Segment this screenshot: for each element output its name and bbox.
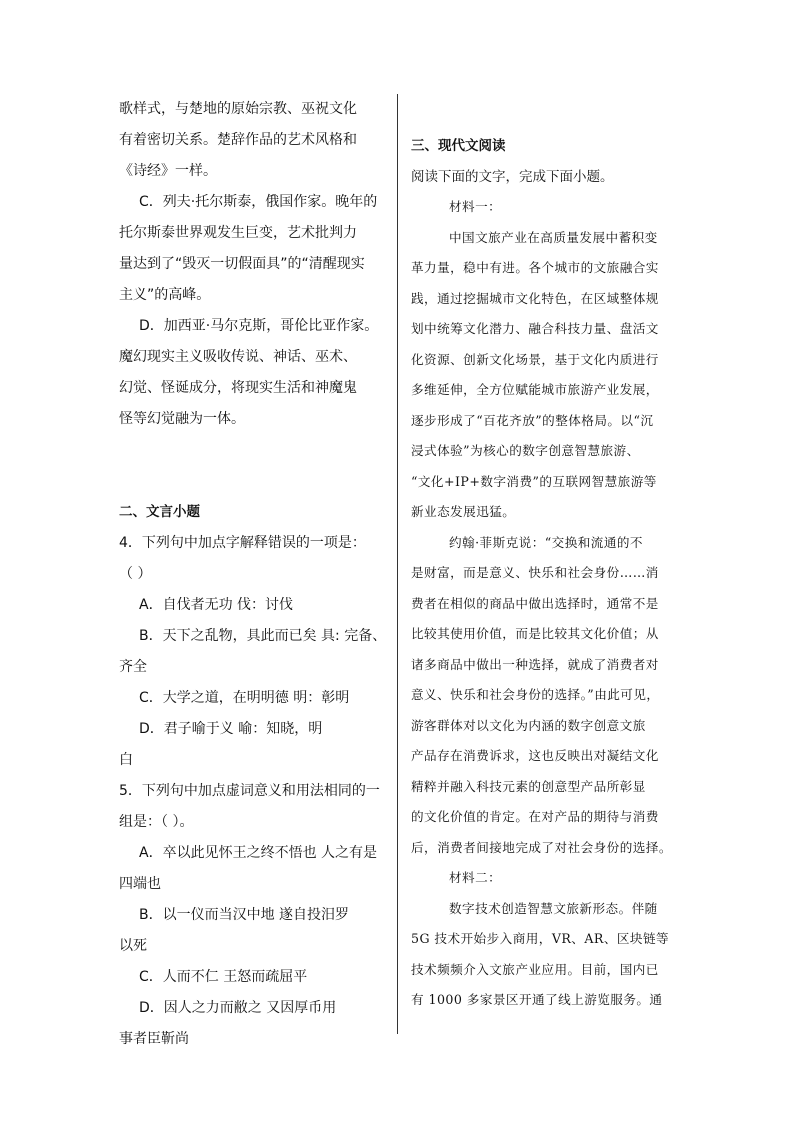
material-2-line: 有 1000 多家景区开通了线上游览服务。通	[411, 992, 663, 1007]
text-line: 幻觉、怪诞成分，将现实生活和神魔鬼	[119, 380, 357, 396]
material-2-line: 数字技术创造智慧文旅新形态。伴随	[449, 900, 658, 916]
q5-option-d: D．因人之力而敝之 又因厚币用	[139, 1000, 337, 1016]
text-line: 有着密切关系。楚辞作品的艺术风格和	[119, 132, 357, 148]
question-5-stem: 5．下列句中加点虚词意义和用法相同的一	[119, 783, 380, 799]
material-1-line: 化资源、创新文化场景，基于文化内质进行	[411, 351, 659, 367]
quote-line: 意义、快乐和社会身份的选择。”由此可见，	[411, 687, 660, 702]
question-5-stem-cont: 组是：（ ）。	[119, 814, 194, 830]
q5-option-c: C．人而不仁 王怒而疏屈平	[139, 969, 308, 985]
quote-line: 游客群体对以文化为内涵的数字创意文旅	[411, 717, 646, 733]
quote-line: 精粹并融入科技元素的创意型产品所彰显	[411, 778, 646, 794]
material-1-line: 多维延伸，全方位赋能城市旅游产业发展，	[411, 382, 659, 397]
material-1-line: “文化+IP+数字消费”的互联网智慧旅游等	[411, 473, 657, 489]
text-line: 托尔斯泰世界观发生巨变，艺术批判力	[119, 225, 357, 241]
material-1-label: 材料一：	[449, 199, 502, 214]
material-2-line: 技术频频介入文旅产业应用。目前，国内已	[411, 961, 659, 977]
material-1-line: 革力量，稳中有进。各个城市的文旅融合实	[411, 260, 659, 275]
text-line: 魔幻现实主义吸收传说、神话、巫术、	[119, 349, 357, 365]
quote-line: 后，消费者间接地完成了对社会身份的选择。	[411, 839, 672, 855]
q5-option-b: B．以一仪而当汉中地 遂自投汨罗	[139, 907, 350, 923]
left-column	[119, 94, 387, 1055]
column-divider	[397, 94, 398, 1034]
q4-option-b: B．天下之乱物，具此而已矣 具: 完备、	[139, 628, 387, 644]
question-4-stem: 4．下列句中加点字解释错误的一项是：	[119, 535, 366, 551]
material-1-line: 浸式体验”为核心的数字创意智慧旅游、	[411, 443, 640, 458]
option-d-writer: D．加西亚·马尔克斯，哥伦比亚作家。	[139, 318, 379, 334]
material-1-line: 逐步形成了“百花齐放”的整体格局。以“沉	[411, 412, 654, 428]
text-line: 量达到了“毁灭一切假面具”的“清醒现实	[119, 256, 365, 272]
q5-option-b-cont: 以死	[119, 938, 147, 954]
q4-option-a: A．自伐者无功 伐：讨伐	[139, 597, 294, 613]
q4-option-d: D．君子喻于义 喻：知晓，明	[139, 721, 323, 737]
text-line: 怪等幻觉融为一体。	[119, 411, 245, 427]
question-4-blank: （ ）	[119, 566, 152, 582]
q5-option-a-cont: 四端也	[119, 876, 161, 892]
material-1-line: 中国文旅产业在高质量发展中蓄积变	[449, 229, 658, 245]
quote-line: 费者在相似的商品中做出选择时，通常不是	[411, 595, 659, 611]
section-title-modern: 三、现代文阅读	[411, 138, 506, 154]
q4-option-c: C．大学之道，在明明德 明：彰明	[139, 690, 350, 706]
quote-line: 约翰·菲斯克说：“交换和流通的不	[449, 534, 643, 550]
quote-line: 的文化价值的肯定。在对产品的期待与消费	[411, 809, 659, 824]
quote-line: 产品存在消费诉求，这也反映出对凝结文化	[411, 748, 659, 763]
right-column	[411, 131, 677, 1016]
material-1-line: 践，通过挖掘城市文化特色，在区域整体规	[411, 290, 659, 306]
option-c-writer: C．列夫·托尔斯泰，俄国作家。晚年的	[139, 194, 378, 210]
material-2-line: 5G 技术开始步入商用，VR、AR、区块链等	[411, 931, 670, 946]
text-line: 主义”的高峰。	[119, 287, 211, 303]
quote-line: 是财富，而是意义、快乐和社会身份……消	[411, 565, 659, 580]
section-title-classical: 二、文言小题	[119, 504, 200, 520]
text-line: 歌样式，与楚地的原始宗教、巫祝文化	[119, 101, 357, 117]
reading-instruction: 阅读下面的文字，完成下面小题。	[411, 168, 614, 185]
q4-option-b-cont: 齐全	[119, 659, 147, 675]
quote-line: 诸多商品中做出一种选择，就成了消费者对	[411, 656, 659, 672]
q5-option-d-cont: 事者臣靳尚	[119, 1031, 189, 1047]
q4-option-d-cont: 白	[119, 752, 133, 768]
material-1-line: 划中统筹文化潜力、融合科技力量、盘活文	[411, 321, 659, 336]
text-line: 《诗经》一样。	[119, 163, 217, 179]
q5-option-a: A．卒以此见怀王之终不悟也 人之有是	[139, 845, 378, 861]
material-1-line: 新业态发展迅猛。	[411, 504, 516, 519]
quote-line: 比较其使用价值，而是比较其文化价值；从	[411, 626, 659, 641]
material-2-label: 材料二：	[449, 870, 502, 885]
